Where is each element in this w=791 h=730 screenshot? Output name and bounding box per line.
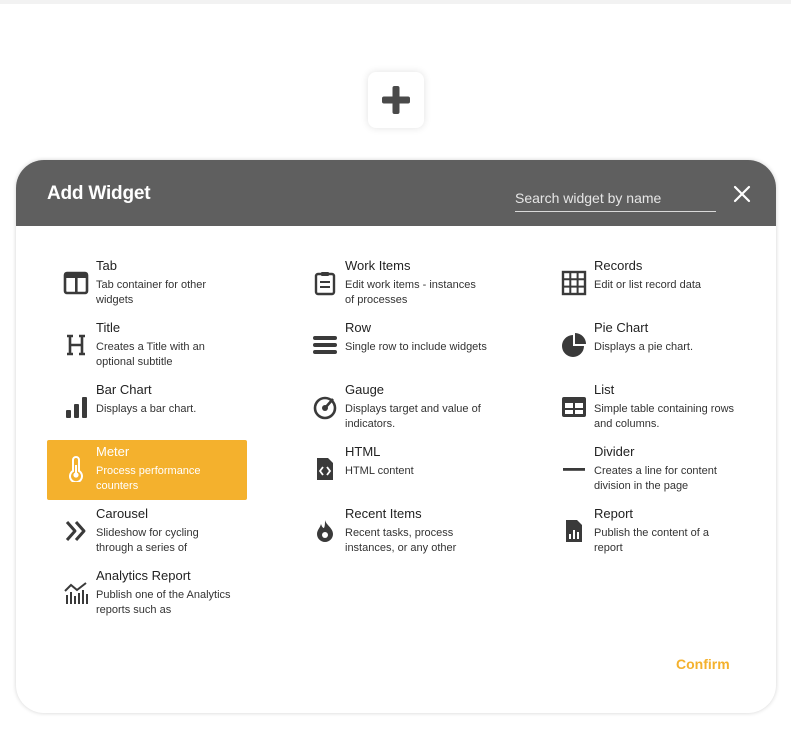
widget-description: Process performance counters bbox=[96, 465, 201, 492]
widget-title: Analytics Report bbox=[96, 568, 191, 583]
widget-title: Recent Items bbox=[345, 506, 422, 521]
widget-tab[interactable] bbox=[47, 254, 247, 314]
widget-divider[interactable] bbox=[545, 440, 745, 500]
widget-description: Simple table containing rows and columns. bbox=[594, 403, 735, 430]
widget-records[interactable] bbox=[545, 254, 745, 314]
widget-pie-chart[interactable] bbox=[545, 316, 745, 376]
widget-title: Work Items bbox=[345, 258, 411, 273]
widget-html[interactable] bbox=[296, 440, 496, 500]
widget-description: Creates a Title with an optional subtitle bbox=[96, 341, 205, 368]
widget-gauge[interactable] bbox=[296, 378, 496, 438]
widget-title: Title bbox=[96, 320, 121, 335]
double-chevron-icon bbox=[62, 517, 90, 545]
divider-icon bbox=[560, 455, 588, 483]
widget-title: HTML bbox=[345, 444, 381, 459]
widget-description: Tab container for other widgets bbox=[96, 279, 207, 306]
dialog-title: Add Widget bbox=[47, 183, 151, 204]
widget-title-heading[interactable] bbox=[47, 316, 247, 376]
widget-work-items[interactable] bbox=[296, 254, 496, 314]
widget-title: Records bbox=[594, 258, 643, 273]
top-bar bbox=[0, 0, 791, 4]
widget-description: Displays target and value of indicators. bbox=[345, 403, 481, 430]
widget-carousel[interactable] bbox=[47, 502, 247, 562]
widget-title: Tab bbox=[96, 258, 117, 273]
pie-chart-icon bbox=[560, 331, 588, 359]
widget-title: List bbox=[594, 382, 615, 397]
widget-description: Single row to include widgets bbox=[345, 341, 487, 353]
widget-title: Report bbox=[594, 506, 634, 521]
confirm-button[interactable]: Confirm bbox=[676, 656, 730, 672]
list-table-icon bbox=[560, 393, 588, 421]
add-widget-button[interactable] bbox=[368, 72, 424, 128]
close-icon bbox=[732, 184, 752, 204]
search-input[interactable] bbox=[515, 186, 716, 210]
search-field bbox=[515, 186, 716, 212]
grid-table-icon bbox=[560, 269, 588, 297]
gauge-icon bbox=[311, 393, 339, 421]
analytics-icon bbox=[62, 579, 90, 607]
widget-list[interactable] bbox=[545, 378, 745, 438]
widget-title: Pie Chart bbox=[594, 320, 649, 335]
widget-description: Creates a line for content division in the page bbox=[594, 465, 717, 492]
clipboard-icon bbox=[311, 269, 339, 297]
report-file-icon bbox=[560, 517, 588, 545]
bar-chart-icon bbox=[62, 393, 90, 421]
code-file-icon bbox=[311, 455, 339, 483]
thermometer-icon bbox=[62, 455, 90, 483]
add-widget-dialog bbox=[16, 160, 776, 713]
widget-title: Carousel bbox=[96, 506, 149, 521]
widget-description: Publish the content of a report bbox=[594, 527, 709, 554]
close-button[interactable] bbox=[732, 184, 752, 204]
dialog-header bbox=[16, 160, 776, 226]
widget-description: Slideshow for cycling through a series of bbox=[96, 527, 199, 554]
widget-title: Divider bbox=[594, 444, 635, 459]
widget-title: Meter bbox=[96, 444, 130, 459]
widget-report[interactable] bbox=[545, 502, 745, 562]
tab-layout-icon bbox=[62, 269, 90, 297]
widget-description: Displays a pie chart. bbox=[594, 341, 694, 353]
widget-recent-items[interactable] bbox=[296, 502, 496, 562]
plus-icon bbox=[380, 84, 412, 116]
rows-icon bbox=[311, 331, 339, 359]
widget-row[interactable] bbox=[296, 316, 496, 376]
widget-description: Displays a bar chart. bbox=[96, 403, 197, 415]
widget-description: Recent tasks, process instances, or any other bbox=[345, 527, 457, 554]
widget-bar-chart[interactable] bbox=[47, 378, 247, 438]
widget-meter[interactable] bbox=[47, 440, 247, 500]
widget-description: Edit work items - instances of processes bbox=[345, 279, 476, 306]
widget-title: Row bbox=[345, 320, 372, 335]
flame-icon bbox=[311, 517, 339, 545]
widget-title: Gauge bbox=[345, 382, 385, 397]
widget-analytics-report[interactable] bbox=[47, 564, 247, 624]
heading-icon bbox=[62, 331, 90, 359]
widget-description: Publish one of the Analytics reports such as bbox=[96, 589, 231, 616]
widget-description: HTML content bbox=[345, 465, 414, 477]
widget-description: Edit or list record data bbox=[594, 279, 701, 291]
widget-title: Bar Chart bbox=[96, 382, 152, 397]
